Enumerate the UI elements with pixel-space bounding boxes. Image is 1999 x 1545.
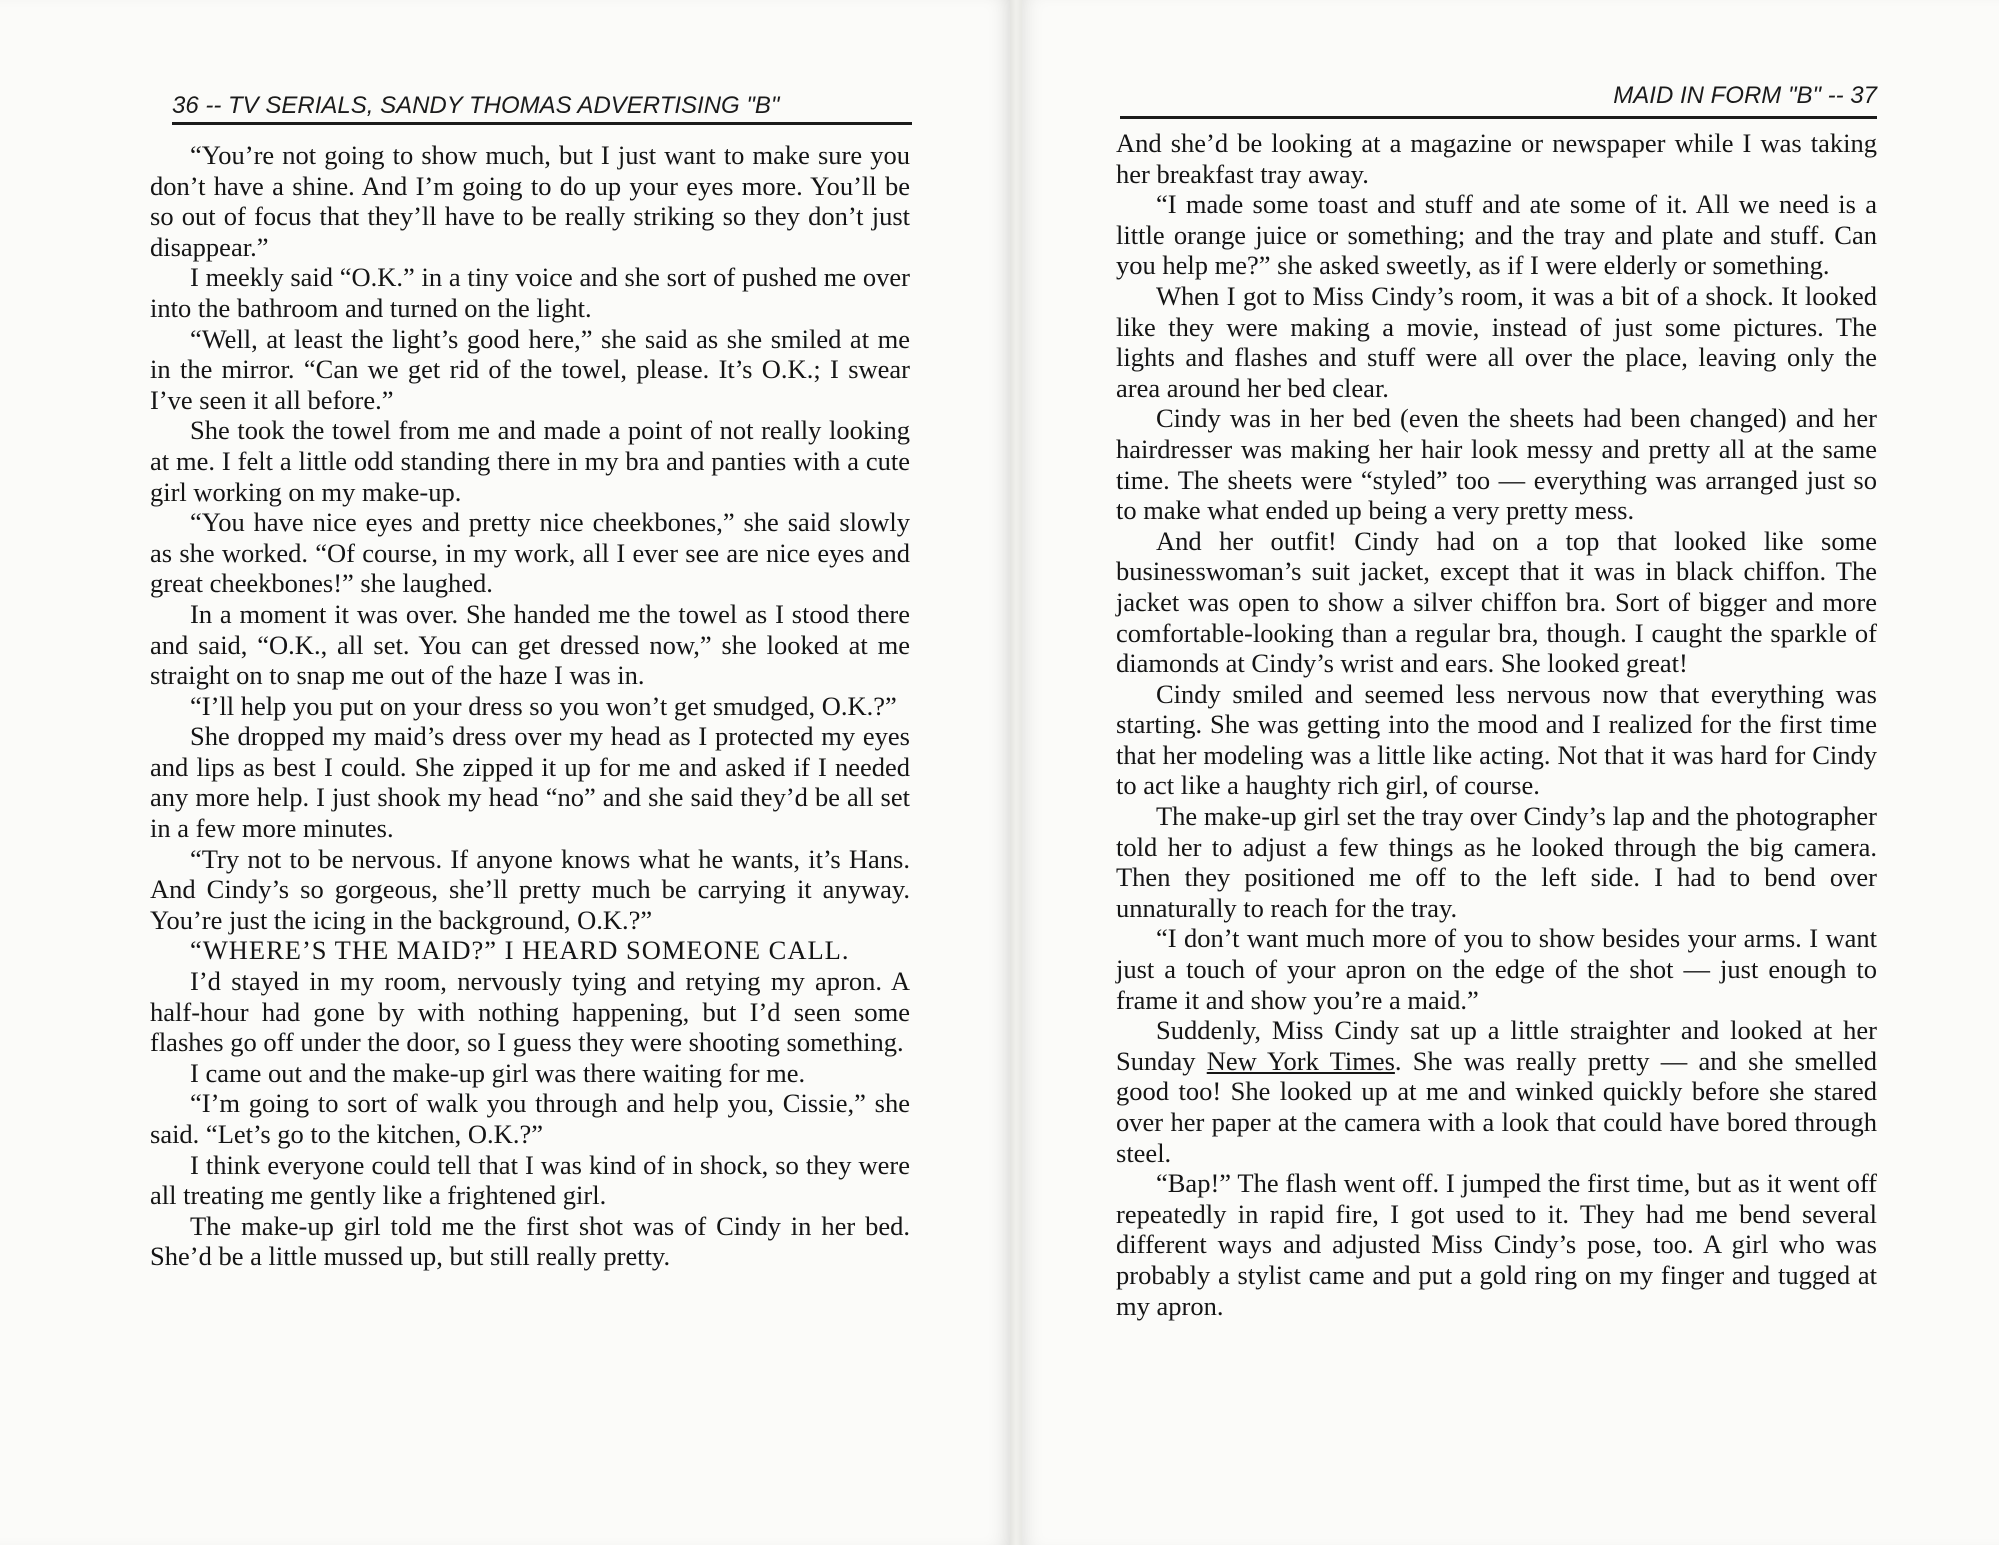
paragraph	[1116, 1015, 1877, 1168]
paragraph: “Bap!” The flash went off. I jumped the first time, but as it went off repeatedly in rapid fire, I got used to it. They had me bend several different ways and adjusted Miss Cindy’s pose, too. A girl who was probably a stylist came and put a gold ring on my finger and tugged at my apron.	[1116, 1168, 1877, 1321]
left-page-text	[150, 140, 910, 1272]
paragraph: The make-up girl told me the first shot was of Cindy in her bed. She’d be a little mussed up, but still really pretty.	[150, 1210, 910, 1272]
paragraph: In a moment it was over. She handed me the towel as I stood there and said, “O.K., all set. You can get dressed now,” she looked at me straight on to snap me out of the haze I was in.	[150, 598, 910, 691]
paragraph: “You have nice eyes and pretty nice cheekbones,” she said slowly as she worked. “Of course, in my work, all I ever see are nice eyes and great cheekbones!” she laughed.	[150, 507, 910, 599]
paragraph-text: Suddenly, Miss Cindy sat up a little straighter and looked at her Sunday	[1116, 1015, 1877, 1076]
paragraph: “Well, at least the light’s good here,” she said as she smiled at me in the mirror. “Can we get rid of the towel, please. It’s O.K.; I swear I’ve seen it all before.”	[150, 323, 910, 415]
paragraph: She dropped my maid’s dress over my head as I protected my eyes and lips as best I could. She zipped it up for me and asked if I needed any more help. I just shook my head “no” and she said they’d be all set in a few more minutes.	[150, 721, 910, 844]
newspaper-title: New York Times	[1206, 1045, 1395, 1076]
right-page-text	[1116, 128, 1877, 1321]
paragraph: I came out and the make-up girl was there waiting for me.	[190, 1057, 806, 1088]
paragraph: I think everyone could tell that I was kind of in shock, so they were all treating me gently like a frightened girl.	[150, 1149, 910, 1211]
paragraph: I meekly said “O.K.” in a tiny voice and she sort of pushed me over into the bathroom and turned on the light.	[150, 262, 910, 323]
book-gutter	[1010, 0, 1022, 1545]
paragraph: Cindy was in her bed (even the sheets had been changed) and her hairdresser was making her hair look messy and pretty all at the same time. The sheets were “styled” too — everything was arranged just so to make what ended up being a very pretty mess.	[1116, 403, 1877, 526]
right-page-header: MAID IN FORM "B" -- 37	[1120, 82, 1877, 119]
paragraph: “I don’t want much more of you to show besides your arms. I want just a touch of your apron on the edge of the shot — just enough to frame it and show you’re a maid.”	[1116, 923, 1877, 1015]
paragraph: Cindy smiled and seemed less nervous now that everything was starting. She was getting into the mood and I realized for the first time that her modeling was a little like acting. Not that it was hard for Cindy to act like a haughty rich girl, of course.	[1116, 678, 1877, 801]
paragraph-text: . She was really pretty — and she smelled good too! She looked up at me and winked quickly before she stared over her paper at the camera with a look that could have bored through steel.	[1116, 1045, 1877, 1168]
paragraph: And she’d be looking at a magazine or newspaper while I was taking her breakfast tray away.	[1116, 128, 1877, 189]
paragraph: The make-up girl set the tray over Cindy’s lap and the photographer told her to adjust a few things as he looked through the big camera. Then they positioned me off to the left side. I had to bend over unnaturally to reach for the tray.	[1116, 801, 1877, 923]
paragraph: “WHERE’S THE MAID?” I HEARD SOMEONE CALL.	[190, 935, 850, 966]
paragraph: She took the towel from me and made a point of not really looking at me. I felt a little odd standing there in my bra and panties with a cute girl working on my make-up.	[150, 415, 910, 507]
paragraph: “You’re not going to show much, but I just want to make sure you don’t have a shine. And I’m going to do up your eyes more. You’ll be so out of focus that they’ll have to be really striking so they don’t just disappear.”	[150, 140, 910, 262]
paragraph: I’d stayed in my room, nervously tying and retying my apron. A half-hour had gone by with nothing happening, but I’d seen some flashes go off under the door, so I guess they were shooting something.	[150, 966, 910, 1058]
paragraph: When I got to Miss Cindy’s room, it was a bit of a shock. It looked like they were making a movie, instead of just some pictures. The lights and flashes and stuff were all over the place, leaving only the area around her bed clear.	[1116, 280, 1877, 403]
right-page	[1022, 0, 1999, 1545]
paragraph: “I’m going to sort of walk you through and help you, Cissie,” she said. “Let’s go to the kitchen, O.K.?”	[150, 1088, 910, 1149]
paragraph: “I made some toast and stuff and ate some of it. All we need is a little orange juice or something; and the tray and plate and stuff. Can you help me?” she asked sweetly, as if I were elderly or something.	[1116, 189, 1877, 281]
paragraph: “Try not to be nervous. If anyone knows what he wants, it’s Hans. And Cindy’s so gorgeous, she’ll pretty much be carrying it anyway. You’re just the icing in the background, O.K.?”	[150, 843, 910, 935]
paragraph: “I’ll help you put on your dress so you won’t get smudged, O.K.?”	[190, 690, 897, 721]
paragraph: And her outfit! Cindy had on a top that looked like some businesswoman’s suit jacket, except that it was in black chiffon. The jacket was open to show a silver chiffon bra. Sort of bigger and more comfortable-looking than a regular bra, though. I caught the sparkle of diamonds at Cindy’s wrist and ears. She looked great!	[1116, 525, 1877, 679]
left-page-header: 36 -- TV SERIALS, SANDY THOMAS ADVERTISING "B"	[172, 92, 912, 125]
